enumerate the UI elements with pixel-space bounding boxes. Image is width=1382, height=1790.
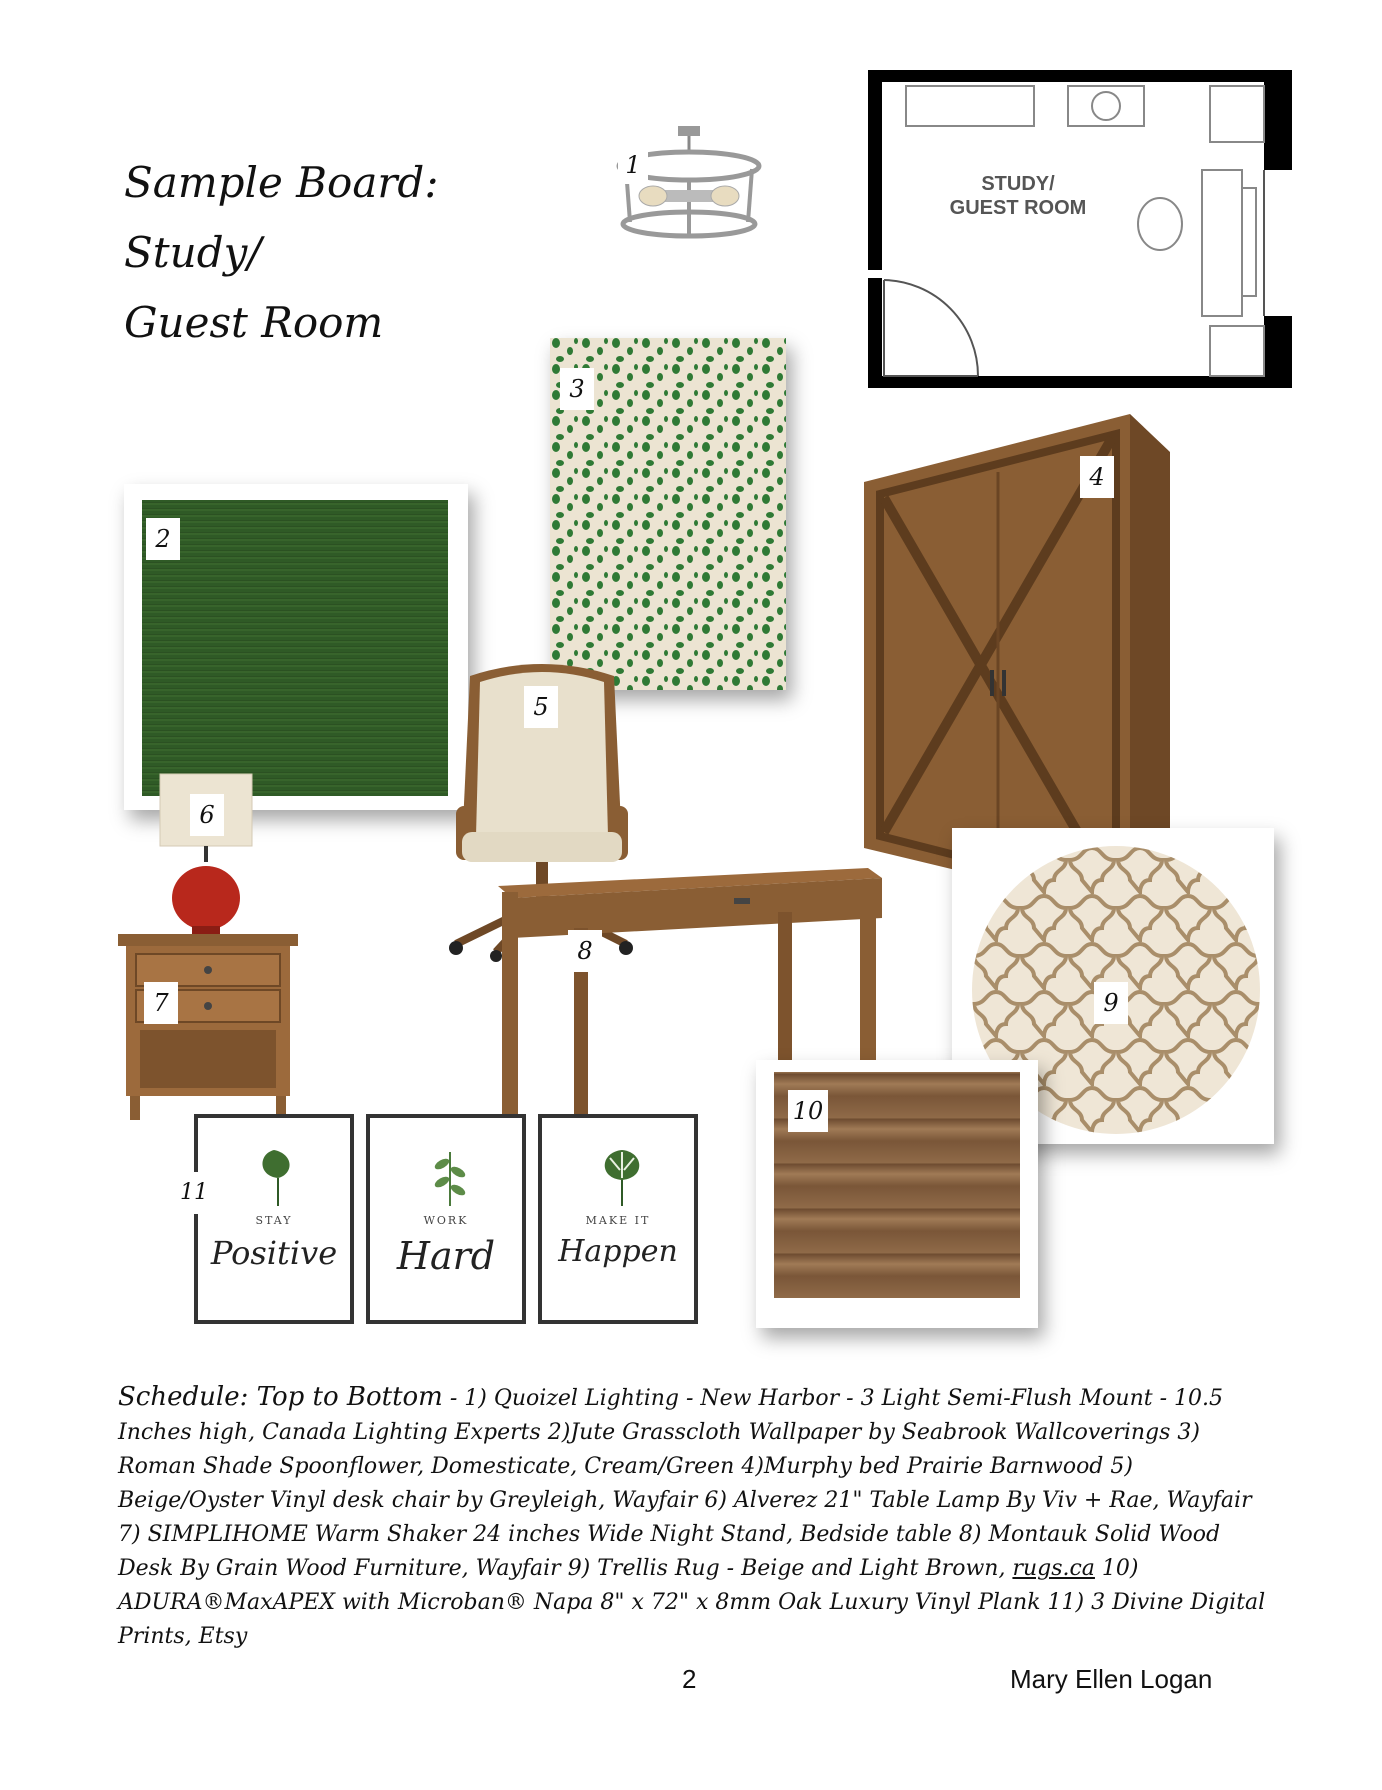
schedule-text: [118, 1380, 1278, 1654]
night-stand-image: [118, 934, 298, 1120]
schedule-body-part-2: 10) ADURA®MaxAPEX with Microban® Napa 8" x 72" x 8mm Oak Luxury Vinyl Plank 11) 3 Divine Digital Prints, Etsy: [118, 1556, 1266, 1649]
print-script-text: Positive: [210, 1234, 338, 1272]
item-number-3: 3: [560, 368, 594, 410]
sprig-icon: [426, 1144, 474, 1208]
item-number-8: 8: [568, 930, 602, 972]
item-number-2: 2: [146, 518, 180, 560]
board-title: [124, 148, 438, 358]
title-line-1: Sample Board:: [124, 158, 439, 207]
item-number-4: 4: [1080, 456, 1114, 498]
print-script-text: Hard: [396, 1234, 496, 1278]
title-line-3: Guest Room: [124, 298, 384, 347]
item-number-6: 6: [190, 794, 224, 836]
print-small-text: MAKE IT: [585, 1214, 651, 1227]
floor-plan-label-line-1: STUDY/: [981, 173, 1055, 195]
print-stay-positive: [194, 1114, 354, 1324]
author-name: Mary Ellen Logan: [1010, 1664, 1213, 1694]
floor-plan-label-line-2: GUEST ROOM: [949, 197, 1087, 219]
print-make-it-happen: [538, 1114, 698, 1324]
print-script-text: Happen: [558, 1234, 678, 1269]
floor-plan-label: [928, 172, 1108, 220]
rugs-ca-link[interactable]: rugs.ca: [1012, 1556, 1095, 1581]
print-small-text: WORK: [423, 1214, 469, 1227]
title-line-2: Study/: [124, 228, 262, 277]
schedule-heading: Schedule: Top to Bottom: [118, 1382, 443, 1412]
floor-plan-drawing: [868, 70, 1292, 388]
monstera-leaf-icon: [596, 1148, 648, 1208]
grasscloth-texture: [142, 500, 448, 796]
print-work-hard: [366, 1114, 526, 1324]
item-number-9: 9: [1094, 982, 1128, 1024]
night-stand-drawing: [118, 934, 298, 1120]
leaf-icon: [254, 1148, 302, 1208]
schedule-body-part-1: - 1) Quoizel Lighting - New Harbor - 3 Light Semi-Flush Mount - 10.5 Inches high, Canada Lighting Experts 2)Jute Grasscloth Wallpaper by Seabrook Wallcoverings 3) Roman Shade Spoonflower, Domesticate, Cream/Green 4)Murphy bed Prairie Barnwood 5) Beige/Oyster Vinyl desk chair by Greyleigh, Wayfair 6) Alverez 21" Table Lamp By Viv + Rae, Wayfair 7) SIMPLIHOME Warm Shaker 24 inches Wide Night Stand, Bedside table 8) Montauk Solid Wood Desk By Grain Wood Furniture, Wayfair 9) Trellis Rug - Beige and Light Brown,: [118, 1386, 1252, 1581]
item-number-10: 10: [788, 1090, 828, 1132]
floor-plan: [868, 70, 1292, 388]
item-number-11: 11: [174, 1172, 214, 1214]
item-number-1: 1: [618, 144, 648, 184]
page-number: 2: [682, 1664, 697, 1694]
print-small-text: STAY: [255, 1214, 293, 1227]
item-number-7: 7: [144, 982, 178, 1024]
item-number-5: 5: [524, 686, 558, 728]
